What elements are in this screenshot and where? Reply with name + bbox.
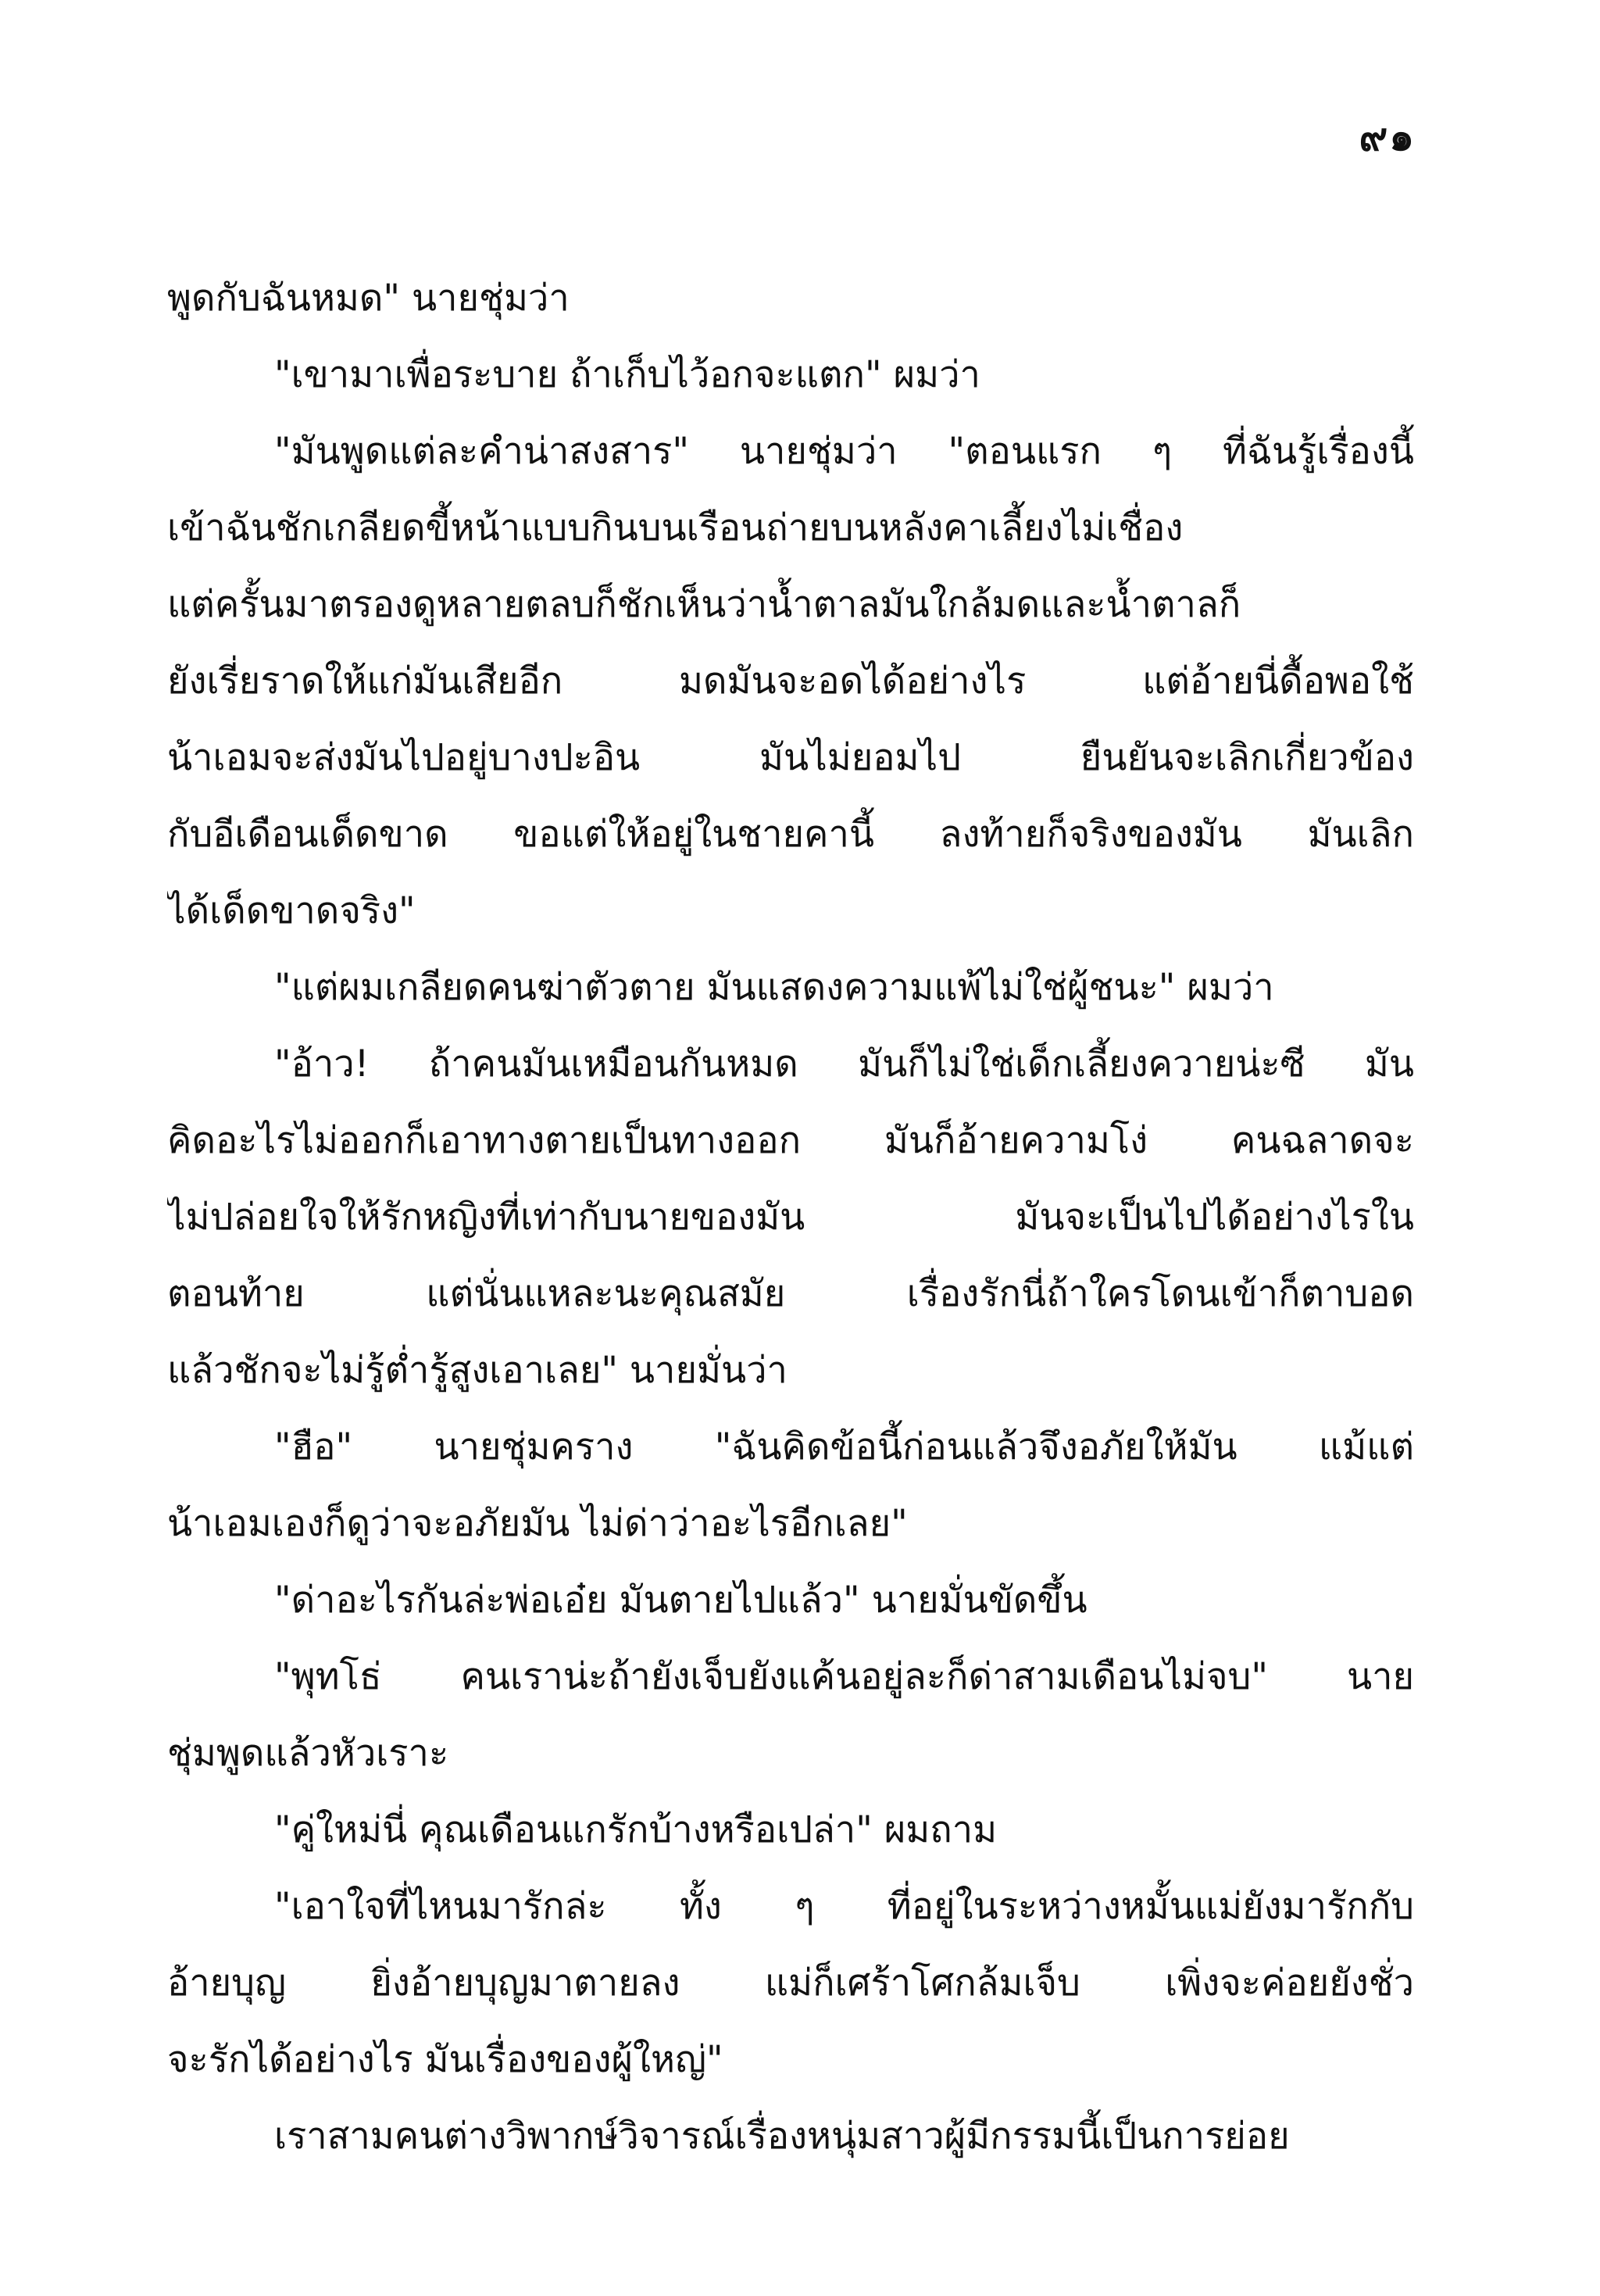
text-line: เข้าฉันชักเกลียดขี้หน้าแบบกินบนเรือนถ่ายบนหลังคาเลี้ยงไม่เชื่อง <box>167 506 1184 549</box>
text-line: "อ้าว! ถ้าคนมันเหมือนกันหมด มันก็ไม่ใช่เด็กเลี้ยงควายน่ะซี มัน <box>274 1042 1414 1085</box>
text-line: กับอีเดือนเด็ดขาด ขอแต่ให้อยู่ในชายคานี้ ลงท้ายก็จริงของมัน มันเลิก <box>167 813 1414 856</box>
text-line: "คู่ใหม่นี่ คุณเดือนแกรักบ้างหรือเปล่า" ผมถาม <box>274 1808 998 1851</box>
text-line: แล้วชักจะไม่รู้ต่ำรู้สูงเอาเลย" นายมั่นว่า <box>167 1349 788 1392</box>
text-line: แต่ครั้นมาตรองดูหลายตลบก็ชักเห็นว่าน้ำตาลมันใกล้มดและน้ำตาลก็ <box>167 583 1241 626</box>
text-line: ตอนท้าย แต่นั่นแหละนะคุณสมัย เรื่องรักนี่ถ้าใครโดนเข้าก็ตาบอด <box>167 1272 1414 1315</box>
text-line: เราสามคนต่างวิพากษ์วิจารณ์เรื่องหนุ่มสาวผู้มีกรรมนี้เป็นการย่อย <box>274 2115 1290 2158</box>
page-number: ๙๑ <box>1359 114 1416 159</box>
text-line: ได้เด็ดขาดจริง" <box>167 889 416 932</box>
text-line: "เขามาเพื่อระบาย ถ้าเก็บไว้อกจะแตก" ผมว่า <box>274 353 980 396</box>
text-line: ยังเรี่ยราดให้แก่มันเสียอีก มดมันจะอดได้อย่างไร แต่อ้ายนี่ดื้อพอใช้ <box>167 660 1414 703</box>
text-line: พูดกับฉันหมด" นายชุ่มว่า <box>167 277 570 320</box>
body-text <box>167 260 1414 2175</box>
text-line: "เอาใจที่ไหนมารักล่ะ ทั้ง ๆ ที่อยู่ในระหว่างหมั้นแม่ยังมารักกับ <box>274 1885 1414 1928</box>
text-line: จะรักได้อย่างไร มันเรื่องของผู้ใหญ่" <box>167 2038 723 2081</box>
text-line: อ้ายบุญ ยิ่งอ้ายบุญมาตายลง แม่ก็เศร้าโศกล้มเจ็บ เพิ่งจะค่อยยังชั่ว <box>167 1962 1414 2005</box>
text-line: "ด่าอะไรกันล่ะพ่อเอ๋ย มันตายไปแล้ว" นายมั่นขัดขึ้น <box>274 1579 1088 1622</box>
text-line: "ฮือ" นายชุ่มคราง "ฉันคิดข้อนี้ก่อนแล้วจึงอภัยให้มัน แม้แต่ <box>274 1425 1414 1468</box>
text-line: "แต่ผมเกลียดคนฆ่าตัวตาย มันแสดงความแพ้ไม่ใช่ผู้ชนะ" ผมว่า <box>274 966 1274 1009</box>
text-line: ชุ่มพูดแล้วหัวเราะ <box>167 1732 449 1775</box>
text-line: "มันพูดแต่ละคำน่าสงสาร" นายชุ่มว่า "ตอนแรก ๆ ที่ฉันรู้เรื่องนี้ <box>274 430 1414 473</box>
text-line: น้าเอมจะส่งมันไปอยู่บางปะอิน มันไม่ยอมไป ยืนยันจะเลิกเกี่ยวข้อง <box>167 736 1414 779</box>
text-line: คิดอะไรไม่ออกก็เอาทางตายเป็นทางออก มันก็อ้ายความโง่ คนฉลาดจะ <box>167 1119 1414 1162</box>
text-line: "พุทโธ่ คนเราน่ะถ้ายังเจ็บยังแค้นอยู่ละก็ด่าสามเดือนไม่จบ" นาย <box>274 1655 1414 1698</box>
text-line: ไม่ปล่อยใจให้รักหญิงที่เท่ากับนายของมัน มันจะเป็นไปได้อย่างไรใน <box>167 1196 1414 1239</box>
text-line: น้าเอมเองก็ดูว่าจะอภัยมัน ไม่ด่าว่าอะไรอีกเลย" <box>167 1502 908 1545</box>
